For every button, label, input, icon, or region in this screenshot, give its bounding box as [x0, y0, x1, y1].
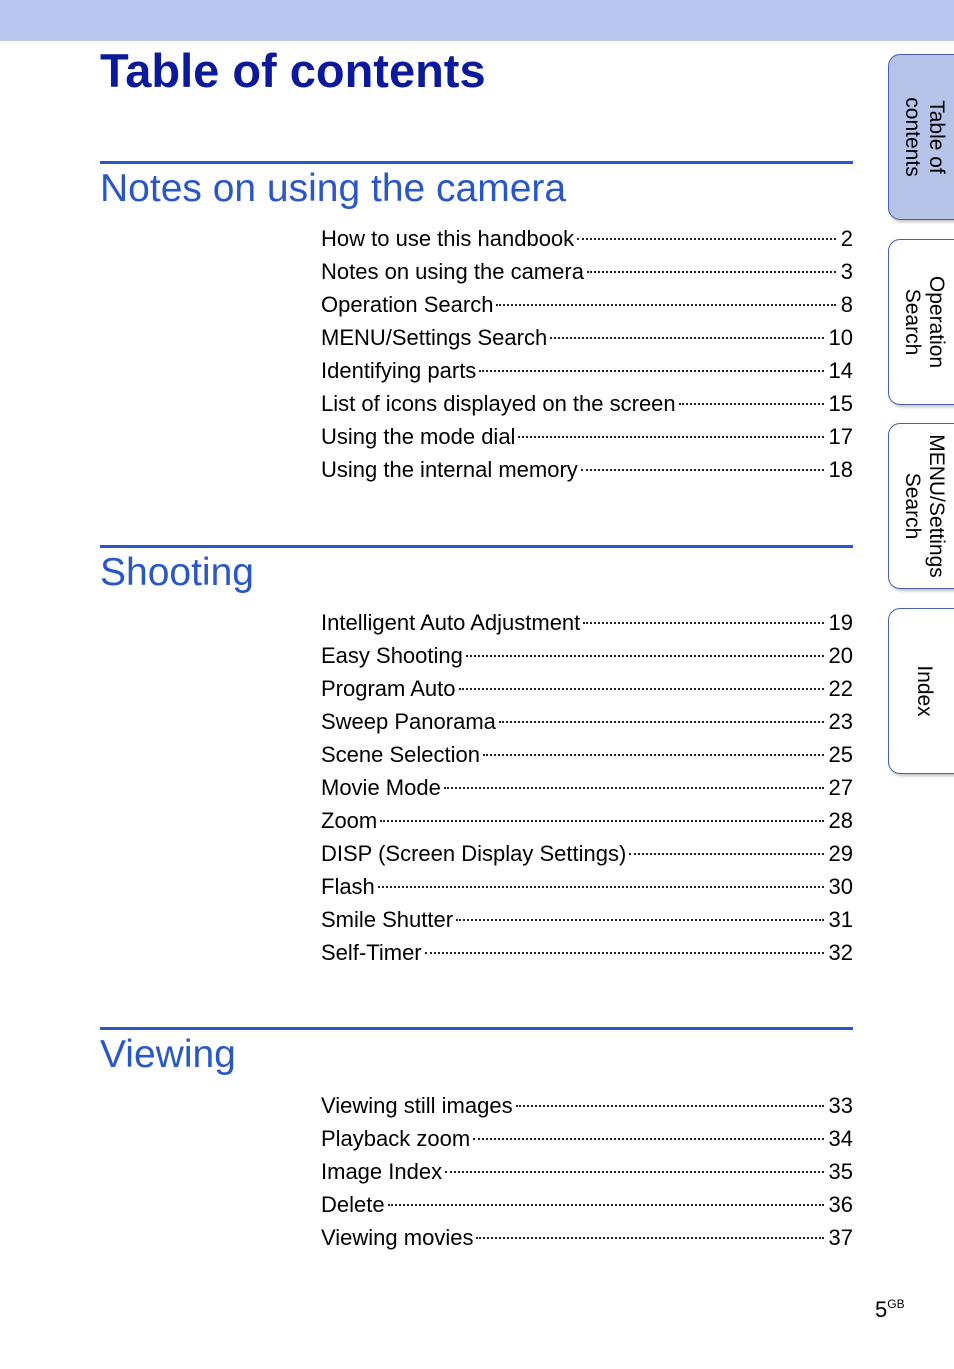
toc-entry[interactable] — [321, 606, 853, 639]
toc-entry[interactable] — [321, 771, 853, 804]
dot-leader — [378, 886, 824, 888]
toc-entry-label: Operation Search — [321, 292, 494, 317]
toc-entry-label: Viewing movies — [321, 1225, 474, 1250]
toc-entry-label: Intelligent Auto Adjustment — [321, 610, 581, 635]
toc-entry[interactable] — [321, 1188, 853, 1221]
toc-entry-page: 30 — [828, 874, 853, 899]
dot-leader — [473, 1138, 823, 1140]
page-number-value: 5 — [875, 1297, 888, 1322]
toc-entry[interactable] — [321, 738, 853, 771]
side-tab-label: Index — [912, 665, 936, 717]
side-tab-label: MENU/Settings Search — [900, 434, 948, 578]
toc-entry-page: 27 — [828, 775, 853, 800]
toc-entry-page: 28 — [828, 808, 853, 833]
toc-entry-label: Delete — [321, 1192, 385, 1217]
toc-entry-label: Using the internal memory — [321, 457, 578, 482]
dot-leader — [516, 1105, 824, 1107]
toc-entry-label: Smile Shutter — [321, 907, 454, 932]
side-tab-label: Table of contents — [900, 97, 948, 177]
toc-entry-page: 14 — [828, 358, 853, 383]
toc-entry-label: Program Auto — [321, 676, 456, 701]
toc-entry-label: Self-Timer — [321, 940, 422, 965]
toc-entry-label: Sweep Panorama — [321, 709, 496, 734]
dot-leader — [518, 436, 823, 438]
toc-entry-label: Image Index — [321, 1159, 443, 1184]
toc-entry[interactable] — [321, 387, 853, 420]
toc-entry-label: Movie Mode — [321, 775, 441, 800]
dot-leader — [459, 688, 824, 690]
toc-entry[interactable] — [321, 453, 853, 486]
toc-entry[interactable] — [321, 936, 853, 969]
toc-entry-page: 34 — [828, 1126, 853, 1151]
dot-leader — [679, 403, 824, 405]
section-viewing — [100, 1027, 853, 1250]
toc-entry-label: Zoom — [321, 808, 378, 833]
dot-leader — [466, 655, 824, 657]
toc-entry-page: 36 — [828, 1192, 853, 1217]
dot-leader — [583, 622, 823, 624]
toc-entry-label: Flash — [321, 874, 375, 899]
toc-entry-page: 37 — [828, 1225, 853, 1250]
toc-entry-page: 3 — [840, 259, 853, 284]
page-number — [875, 1290, 905, 1324]
dot-leader — [388, 1204, 824, 1206]
dot-leader — [483, 754, 824, 756]
dot-leader — [499, 721, 824, 723]
side-tab-table-of-contents[interactable] — [888, 54, 954, 220]
toc-entry[interactable] — [321, 870, 853, 903]
toc-entry[interactable] — [321, 672, 853, 705]
section-heading: Shooting — [100, 551, 254, 594]
toc-entry-page: 19 — [828, 610, 853, 635]
section-shooting — [100, 545, 853, 965]
section-notes-on-using-the-camera — [100, 161, 853, 482]
top-header-band — [0, 0, 954, 41]
toc-entry[interactable] — [321, 1155, 853, 1188]
side-tab-menu-settings-search[interactable] — [888, 423, 954, 589]
section-heading: Viewing — [100, 1033, 236, 1076]
toc-entry-label: List of icons displayed on the screen — [321, 391, 676, 416]
dot-leader — [629, 853, 823, 855]
toc-entry[interactable] — [321, 804, 853, 837]
toc-entry[interactable] — [321, 222, 853, 255]
toc-entry-page: 17 — [828, 424, 853, 449]
toc-entry-label: MENU/Settings Search — [321, 325, 548, 350]
page-number-suffix: GB — [887, 1297, 905, 1311]
toc-entry[interactable] — [321, 1122, 853, 1155]
dot-leader — [445, 1171, 823, 1173]
toc-entry-label: DISP (Screen Display Settings) — [321, 841, 627, 866]
dot-leader — [581, 469, 824, 471]
toc-entry[interactable] — [321, 1221, 853, 1254]
toc-entry[interactable] — [321, 837, 853, 870]
toc-entry-page: 15 — [828, 391, 853, 416]
toc-entry[interactable] — [321, 903, 853, 936]
dot-leader — [550, 337, 823, 339]
toc-entry-label: Easy Shooting — [321, 643, 463, 668]
toc-entry-page: 20 — [828, 643, 853, 668]
toc-entry-label: How to use this handbook — [321, 226, 575, 251]
dot-leader — [380, 820, 823, 822]
toc-entry-page: 32 — [828, 940, 853, 965]
toc-list — [321, 606, 853, 969]
toc-entry-page: 2 — [840, 226, 853, 251]
dot-leader — [425, 952, 824, 954]
toc-list — [321, 1089, 853, 1254]
toc-entry-label: Notes on using the camera — [321, 259, 584, 284]
toc-entry-page: 35 — [828, 1159, 853, 1184]
toc-entry-label: Using the mode dial — [321, 424, 516, 449]
toc-entry-label: Viewing still images — [321, 1093, 513, 1118]
toc-entry[interactable] — [321, 255, 853, 288]
toc-entry[interactable] — [321, 354, 853, 387]
dot-leader — [476, 1237, 823, 1239]
toc-entry-page: 23 — [828, 709, 853, 734]
dot-leader — [496, 304, 835, 306]
side-tab-operation-search[interactable] — [888, 239, 954, 405]
side-tab-index[interactable] — [888, 608, 954, 774]
toc-entry-label: Identifying parts — [321, 358, 477, 383]
page-title: Table of contents — [100, 44, 486, 97]
toc-list — [321, 222, 853, 486]
dot-leader — [444, 787, 824, 789]
toc-entry[interactable] — [321, 705, 853, 738]
toc-entry-page: 18 — [828, 457, 853, 482]
toc-entry[interactable] — [321, 639, 853, 672]
toc-entry-label: Playback zoom — [321, 1126, 471, 1151]
toc-entry[interactable] — [321, 321, 853, 354]
toc-entry[interactable] — [321, 288, 853, 321]
toc-entry-page: 25 — [828, 742, 853, 767]
dot-leader — [587, 271, 836, 273]
side-tab-label: Operation Search — [900, 275, 948, 369]
dot-leader — [577, 238, 836, 240]
toc-entry[interactable] — [321, 1089, 853, 1122]
toc-entry[interactable] — [321, 420, 853, 453]
toc-entry-page: 8 — [840, 292, 853, 317]
toc-entry-label: Scene Selection — [321, 742, 480, 767]
toc-entry-page: 33 — [828, 1093, 853, 1118]
toc-entry-page: 29 — [828, 841, 853, 866]
toc-entry-page: 10 — [828, 325, 853, 350]
toc-entry-page: 31 — [828, 907, 853, 932]
dot-leader — [456, 919, 823, 921]
toc-entry-page: 22 — [828, 676, 853, 701]
section-heading: Notes on using the camera — [100, 167, 567, 210]
dot-leader — [479, 370, 823, 372]
